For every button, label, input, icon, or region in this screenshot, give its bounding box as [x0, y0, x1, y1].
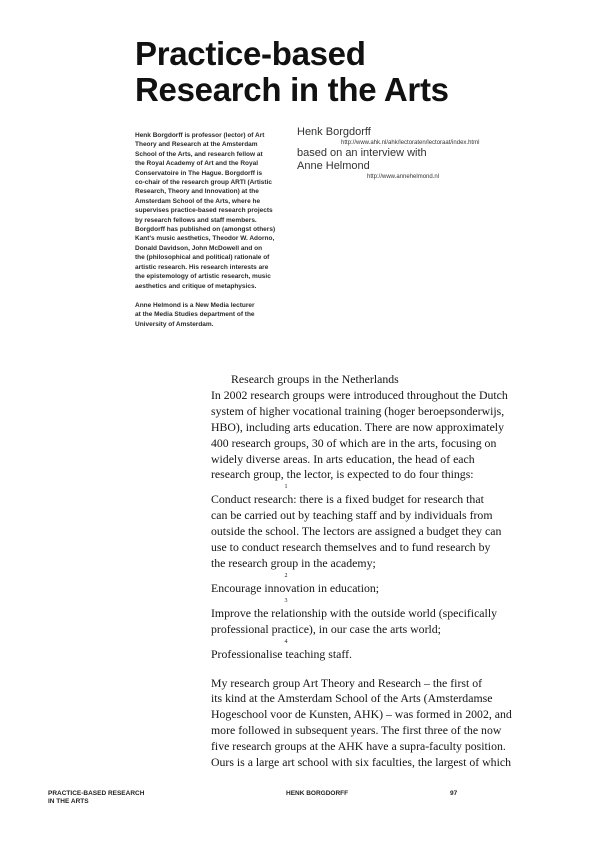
bio-paragraph-borgdorff: [135, 131, 285, 291]
title-line: Research in the Arts: [135, 71, 449, 108]
body-line: Professionalise teaching staff.: [211, 646, 352, 661]
body-line: can be carried out by teaching staff and by individuals from: [211, 508, 493, 523]
author-name: Henk Borgdorff: [297, 126, 371, 138]
bio-line: School of the Arts, and research fellow at: [135, 150, 263, 158]
bio-paragraph-helmond: [135, 301, 285, 329]
body-line: Conduct research: there is a fixed budget for research that: [211, 492, 484, 507]
body-line: In 2002 research groups were introduced throughout the Dutch: [211, 387, 508, 402]
bio-line: aesthetics and critique of metaphysics.: [135, 282, 257, 290]
body-line: Ours is a large art school with six faculties, the largest of which: [211, 755, 511, 770]
body-line: HBO), including arts education. There are now approximately: [211, 419, 504, 434]
bio-line: University of Amsterdam.: [135, 320, 214, 328]
body-line: five research groups at the AHK have a supra-faculty position.: [211, 739, 506, 754]
bio-line: Amsterdam School of the Arts, where he: [135, 197, 261, 205]
bio-line: by research fellows and staff members.: [135, 216, 257, 224]
footer-author: HENK BORGDORFF: [286, 790, 349, 797]
bio-line: Henk Borgdorff is professor (lector) of Art: [135, 132, 265, 139]
body-line: its kind at the Amsterdam School of the Arts (Amsterdamse: [211, 691, 493, 706]
bio-line: Kant's music aesthetics, Theodor W. Adorno,: [135, 235, 275, 243]
body-line: more followed in subsequent years. The first three of the now: [211, 723, 502, 738]
footer-title-line: PRACTICE-BASED RESEARCH: [48, 790, 145, 797]
bio-line: co-chair of the research group ARTI (Artistic: [135, 179, 273, 187]
body-line: outside the school. The lectors are assigned a budget they can: [211, 524, 502, 539]
body-line: professional practice), in our case the arts world;: [211, 621, 441, 636]
bio-line: Borgdorff has published on (amongst others): [135, 226, 276, 234]
bio-line: Conservatoire in The Hague. Borgdorff is: [135, 169, 263, 177]
section-heading: Research groups in the Netherlands: [231, 372, 399, 386]
footer-running-title: [48, 790, 144, 806]
author-bio: [135, 131, 285, 329]
interview-note: based on an interview with: [297, 147, 427, 159]
list-number: 1: [284, 484, 288, 491]
body-line: widely diverse areas. In arts education, the head of each: [211, 451, 475, 466]
bio-line: Anne Helmond is a New Media lecturer: [135, 301, 255, 309]
bio-line: the Royal Academy of Art and the Royal: [135, 160, 259, 168]
bio-line: at the Media Studies department of the: [135, 311, 255, 319]
bio-line: the (philosophical and political) rationale of: [135, 254, 270, 262]
body-line: Hogeschool voor de Kunsten, AHK) – was formed in 2002, and: [211, 707, 512, 722]
bio-line: Research, Theory and Innovation) at the: [135, 188, 259, 196]
bio-line: supervises practice-based research projects: [135, 207, 273, 215]
body-line: research group, the lector, is expected to do four things:: [211, 467, 474, 482]
body-line: the research group in the academy;: [211, 555, 376, 570]
bio-line: the epistemology of artistic research, music: [135, 273, 271, 281]
list-number: 4: [284, 638, 288, 645]
bio-line: Theory and Research at the Amsterdam: [135, 141, 258, 149]
body-line: 400 research groups, 30 of which are in the arts, focusing on: [211, 435, 497, 450]
footer-title-line: IN THE ARTS: [48, 798, 89, 805]
page-number: 97: [450, 790, 458, 797]
article-title: [135, 36, 555, 108]
list-number: 3: [284, 597, 288, 604]
body-line: system of higher vocational training (hoger beroepsonderwijs,: [211, 403, 505, 418]
title-line: Practice-based: [135, 35, 366, 72]
body-line: My research group Art Theory and Research – the first of: [211, 675, 483, 690]
list-number: 2: [284, 572, 288, 579]
author-url-link[interactable]: http://www.ahk.nl/ahk/lectoraten/lectoraat/index.html: [341, 140, 480, 146]
author-credit: [297, 126, 557, 181]
interviewer-url-link[interactable]: http://www.annehelmond.nl: [367, 174, 440, 180]
interviewer-name: Anne Helmond: [297, 160, 370, 172]
bio-line: Donald Davidson, John McDowell and on: [135, 244, 263, 252]
body-line: Encourage innovation in education;: [211, 580, 380, 595]
body-line: Improve the relationship with the outside world (specifically: [211, 605, 497, 620]
body-line: use to conduct research themselves and to fund research by: [211, 540, 491, 555]
bio-line: artistic research. His research interests are: [135, 263, 269, 271]
article-body: [211, 372, 531, 771]
